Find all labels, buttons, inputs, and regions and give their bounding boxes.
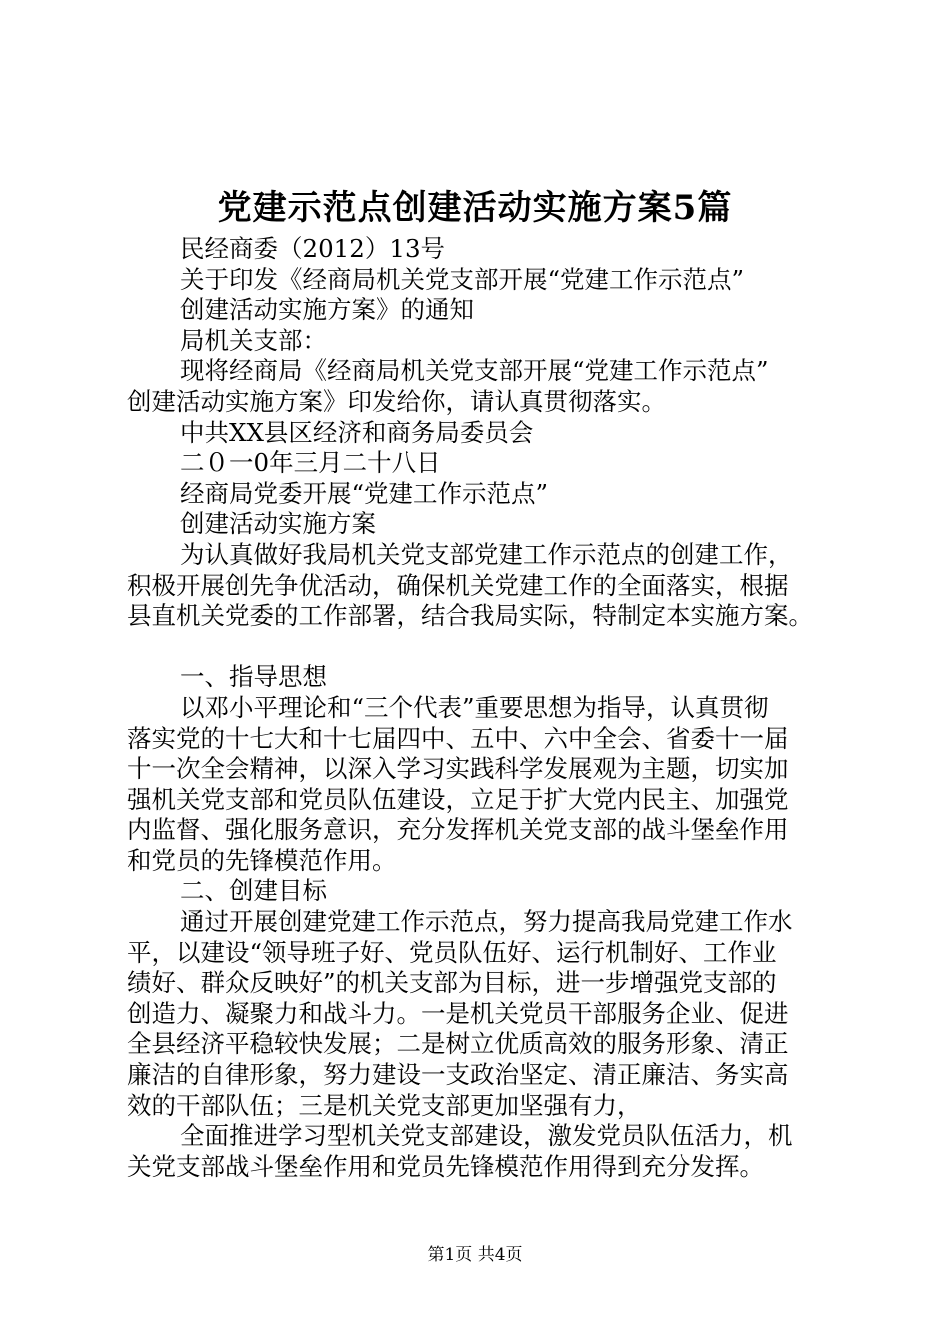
paragraph-line: 关于印发《经商局机关党支部开展“党建工作示范点” (180, 264, 745, 294)
document-body (127, 234, 832, 1182)
paragraph-line: 为认真做好我局机关党支部党建工作示范点的创建工作， (180, 539, 793, 569)
paragraph-line: 全县经济平稳较快发展；二是树立优质高效的服务形象、清正 (127, 1029, 789, 1059)
paragraph-line: 平，以建设“领导班子好、党员队伍好、运行机制好、工作业 (127, 937, 777, 967)
paragraph-line: 中共XX县区经济和商务局委员会 (180, 417, 534, 447)
paragraph-line: 二０一0年三月二十八日 (180, 448, 441, 478)
paragraph-line: 创造力、凝聚力和战斗力。一是机关党员干部服务企业、促进 (127, 998, 789, 1028)
paragraph-line: 县直机关党委的工作部署，结合我局实际，特制定本实施方案。 (127, 601, 813, 631)
paragraph-line: 民经商委（2012）13号 (180, 234, 446, 263)
paragraph-line: 经商局党委开展“党建工作示范点” (180, 478, 549, 508)
paragraph-line: 绩好、群众反映好”的机关支部为目标，进一步增强党支部的 (127, 968, 777, 998)
document-title: 党建示范点创建活动实施方案5篇 (217, 188, 733, 228)
paragraph-line: 内监督、强化服务意识，充分发挥机关党支部的战斗堡垒作用 (127, 815, 789, 845)
paragraph-line: 二、创建目标 (180, 876, 327, 906)
paragraph-line: 效的干部队伍；三是机关党支部更加坚强有力， (127, 1090, 642, 1120)
paragraph-line: 落实党的十七大和十七届四中、五中、六中全会、省委十一届 (127, 723, 789, 753)
blank-line (127, 632, 832, 663)
paragraph-line: 局机关支部： (180, 325, 327, 355)
page-footer: 第1页 共4页 (427, 1245, 523, 1265)
paragraph-line: 创建活动实施方案 (180, 509, 376, 539)
paragraph-line: 一、指导思想 (180, 662, 327, 692)
paragraph-line: 全面推进学习型机关党支部建设，激发党员队伍活力，机 (180, 1121, 793, 1151)
paragraph-line: 现将经商局《经商局机关党支部开展“党建工作示范点” (180, 356, 769, 386)
paragraph-line: 关党支部战斗堡垒作用和党员先锋模范作用得到充分发挥。 (127, 1151, 764, 1181)
paragraph-line: 积极开展创先争优活动，确保机关党建工作的全面落实，根据 (127, 570, 789, 600)
paragraph-line: 和党员的先锋模范作用。 (127, 845, 397, 875)
paragraph-line: 以邓小平理论和“三个代表”重要思想为指导，认真贯彻 (180, 692, 769, 722)
paragraph-line: 创建活动实施方案》印发给你，请认真贯彻落实。 (127, 386, 666, 416)
paragraph-line: 十一次全会精神，以深入学习实践科学发展观为主题，切实加 (127, 754, 789, 784)
paragraph-line: 创建活动实施方案》的通知 (180, 295, 474, 325)
paragraph-line: 廉洁的自律形象，努力建设一支政治坚定、清正廉洁、务实高 (127, 1060, 789, 1090)
paragraph-line: 强机关党支部和党员队伍建设，立足于扩大党内民主、加强党 (127, 784, 789, 814)
paragraph-line: 通过开展创建党建工作示范点，努力提高我局党建工作水 (180, 907, 793, 937)
